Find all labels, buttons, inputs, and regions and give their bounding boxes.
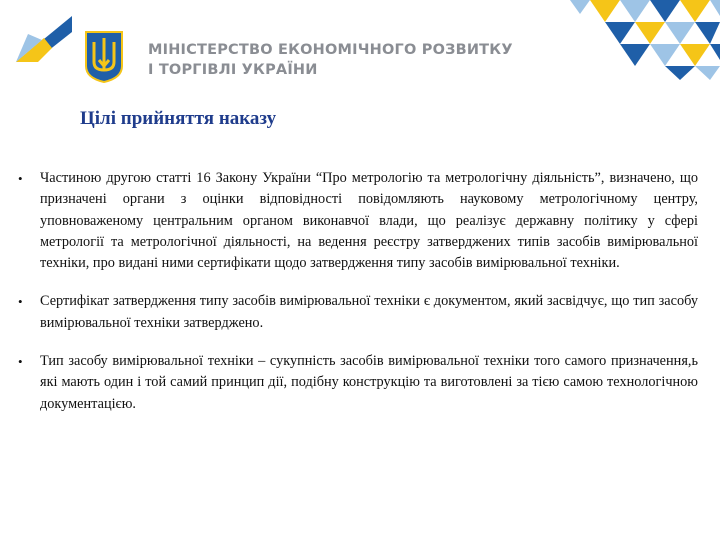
trident-icon bbox=[84, 30, 124, 84]
bullet-list bbox=[18, 168, 698, 415]
bullet-text: Сертифікат затвердження типу засобів вимірювальної техніки є документом, який засвідчує, що тип засобу вимірювальної техніки затверджено. bbox=[40, 293, 698, 331]
bullet-icon: • bbox=[18, 294, 23, 310]
ministry-logo-icon bbox=[14, 14, 74, 64]
ministry-name-line2: І ТОРГІВЛІ УКРАЇНИ bbox=[148, 62, 318, 78]
bullet-icon: • bbox=[18, 354, 23, 370]
slide-title: Цілі прийняття наказу bbox=[80, 108, 277, 129]
pattern-triangles bbox=[570, 0, 720, 80]
list-item bbox=[18, 291, 698, 334]
bullet-text: Частиною другою статті 16 Закону України “Про метрологію та метрологічну діяльність”, визначено, що призначені органи з оцінки відповідності повідомляють науковому метрологічному центру, уповноваженому центральним органом виконавчої влади, що реалізує державну політику у сфері метрології та метрологічної діяльності, на ведення реєстру затверджених типів засобів вимірювальної техніки, про видані ними сертифікати щодо затвердження типу засобів вимірювальної техніки. bbox=[40, 170, 698, 272]
bullet-icon: • bbox=[18, 171, 23, 186]
decorative-pattern bbox=[470, 0, 720, 80]
list-item bbox=[18, 351, 698, 415]
list-item bbox=[18, 168, 698, 274]
bullet-text: Тип засобу вимірювальної техніки – сукупність засобів вимірювальної техніки того самого призначення,ь які мають один і той самий принцип дії, подібну конструкцію та виготовлені за тією самою технологічною документацією. bbox=[40, 353, 698, 412]
ministry-name bbox=[148, 40, 513, 80]
ministry-name-line1: МІНІСТЕРСТВО ЕКОНОМІЧНОГО РОЗВИТКУ bbox=[148, 42, 513, 58]
